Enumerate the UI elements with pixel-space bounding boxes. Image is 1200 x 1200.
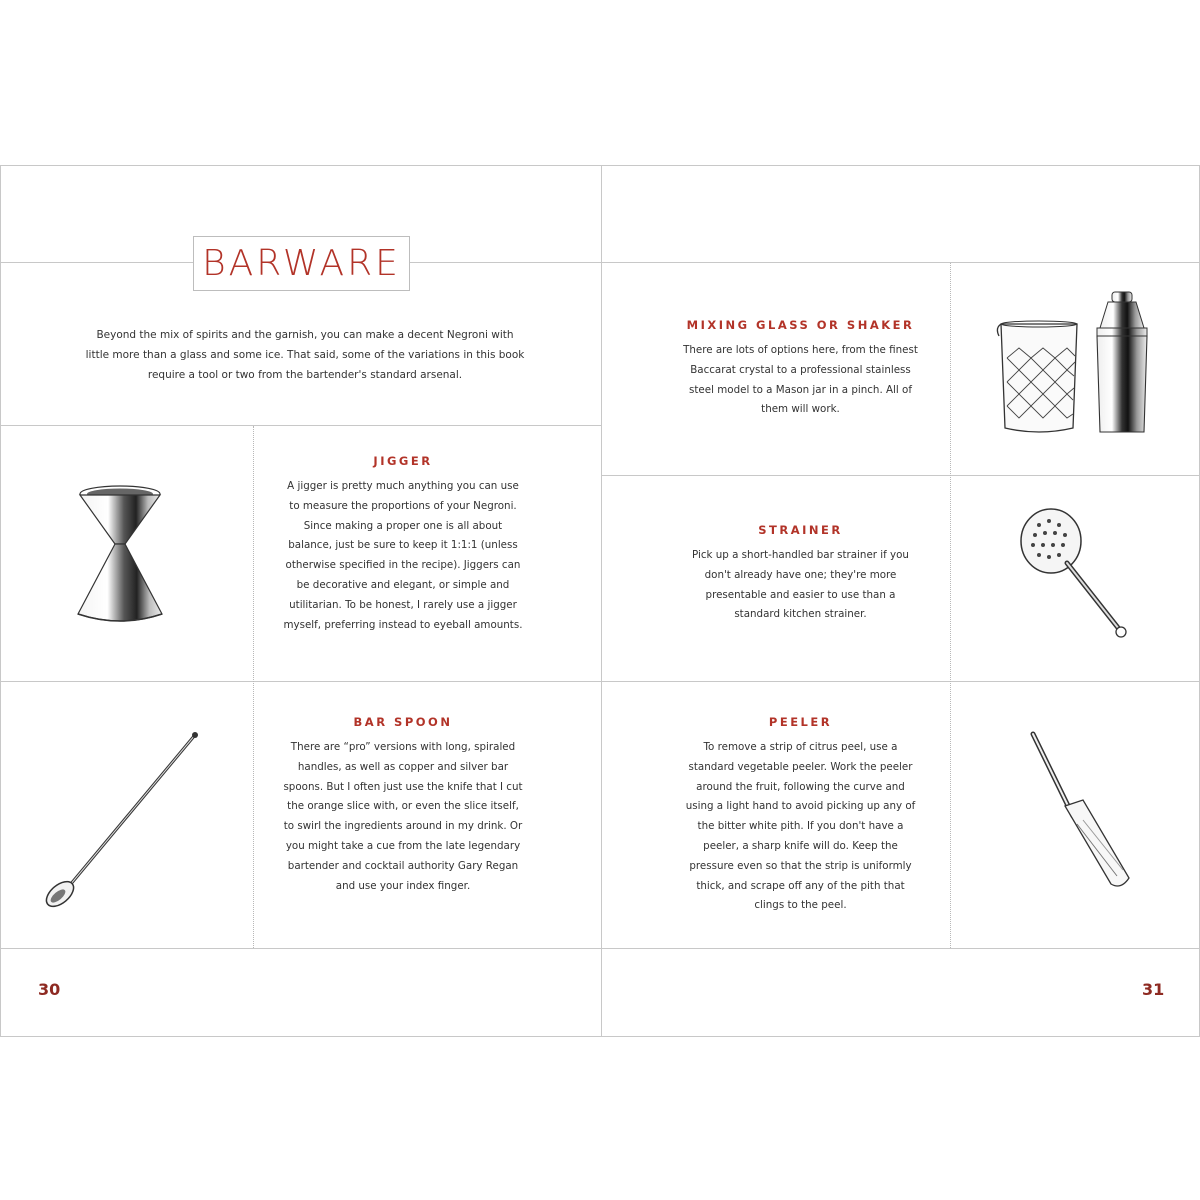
left-column-divider: [253, 426, 254, 948]
shaker-icon: [1092, 290, 1152, 438]
left-row-rule-3: [0, 948, 601, 949]
peeler-icon: [1025, 728, 1140, 893]
right-row-rule-2: [601, 681, 1200, 682]
intro-paragraph: Beyond the mix of spirits and the garnish, you can make a decent Negroni with little more than a glass and some ice. That said, some of the variations in this book require a tool or two from the bartender's standard arsenal.: [85, 329, 525, 381]
page-number-right: 31: [1142, 980, 1165, 999]
left-row-rule-2: [0, 681, 601, 682]
jigger-heading: JIGGER: [373, 454, 433, 468]
strainer-icon: [1015, 505, 1135, 645]
gutter: [601, 165, 602, 1037]
title-rule-right: [408, 262, 601, 263]
bar-spoon-section: [283, 715, 523, 896]
bar-spoon-body: There are “pro” versions with long, spiraled handles, as well as copper and silver bar spoons. But I often just use the knife that I cut the orange slice with, or even the slice itself, to swirl the ingredients around in my drink. Or you might take a cue from the late legendary bartender and cocktail authority Gary Regan and use your index finger.: [283, 741, 523, 892]
right-row-rule-3: [601, 948, 1200, 949]
mixing-glass-icon: [995, 318, 1085, 436]
bar-spoon-icon: [40, 730, 205, 910]
page-title: BARWARE: [202, 243, 401, 284]
left-row-rule-1: [0, 425, 601, 426]
peeler-section: [683, 715, 918, 916]
strainer-section: [683, 523, 918, 625]
mixing-glass-section: [683, 318, 918, 420]
mixing-glass-body: There are lots of options here, from the finest Baccarat crystal to a professional stainless steel model to a Mason jar in a pinch. All of them will work.: [683, 344, 918, 416]
jigger-icon: [70, 478, 170, 628]
peeler-body: To remove a strip of citrus peel, use a standard vegetable peeler. Work the peeler around the fruit, following the curve and using a light hand to avoid picking up any of the bitter white pith. If you don't have a peeler, a sharp knife will do. Keep the pressure even so that the strip is uniformly thick, and scrape off any of the pith that clings to the peel.: [685, 741, 916, 912]
left-edge: [0, 165, 1, 1037]
strainer-heading: STRAINER: [758, 523, 843, 537]
right-row-rule-0: [601, 262, 1200, 263]
page-title-box: [193, 236, 410, 291]
jigger-body: A jigger is pretty much anything you can use to measure the proportions of your Negroni. Since making a proper one is all about balance, just be sure to keep it 1:1:1 (unless otherwise specified in the recipe). Jiggers can be decorative and elegant, or simple and utilitarian. To be honest, I rarely use a jigger myself, preferring instead to eyeball amounts.: [283, 480, 523, 631]
bottom-rule: [0, 1036, 1200, 1037]
right-row-rule-1: [601, 475, 1200, 476]
jigger-section: [283, 454, 523, 635]
top-rule: [0, 165, 1200, 166]
bar-spoon-heading: BAR SPOON: [353, 715, 453, 729]
strainer-body: Pick up a short-handled bar strainer if you don't already have one; they're more presentable and easier to use than a standard kitchen strainer.: [692, 549, 909, 621]
title-rule-left: [0, 262, 193, 263]
mixing-glass-heading: MIXING GLASS OR SHAKER: [686, 318, 915, 332]
peeler-heading: PEELER: [768, 715, 833, 729]
page-number-left: 30: [38, 980, 61, 999]
right-column-divider: [950, 263, 951, 948]
